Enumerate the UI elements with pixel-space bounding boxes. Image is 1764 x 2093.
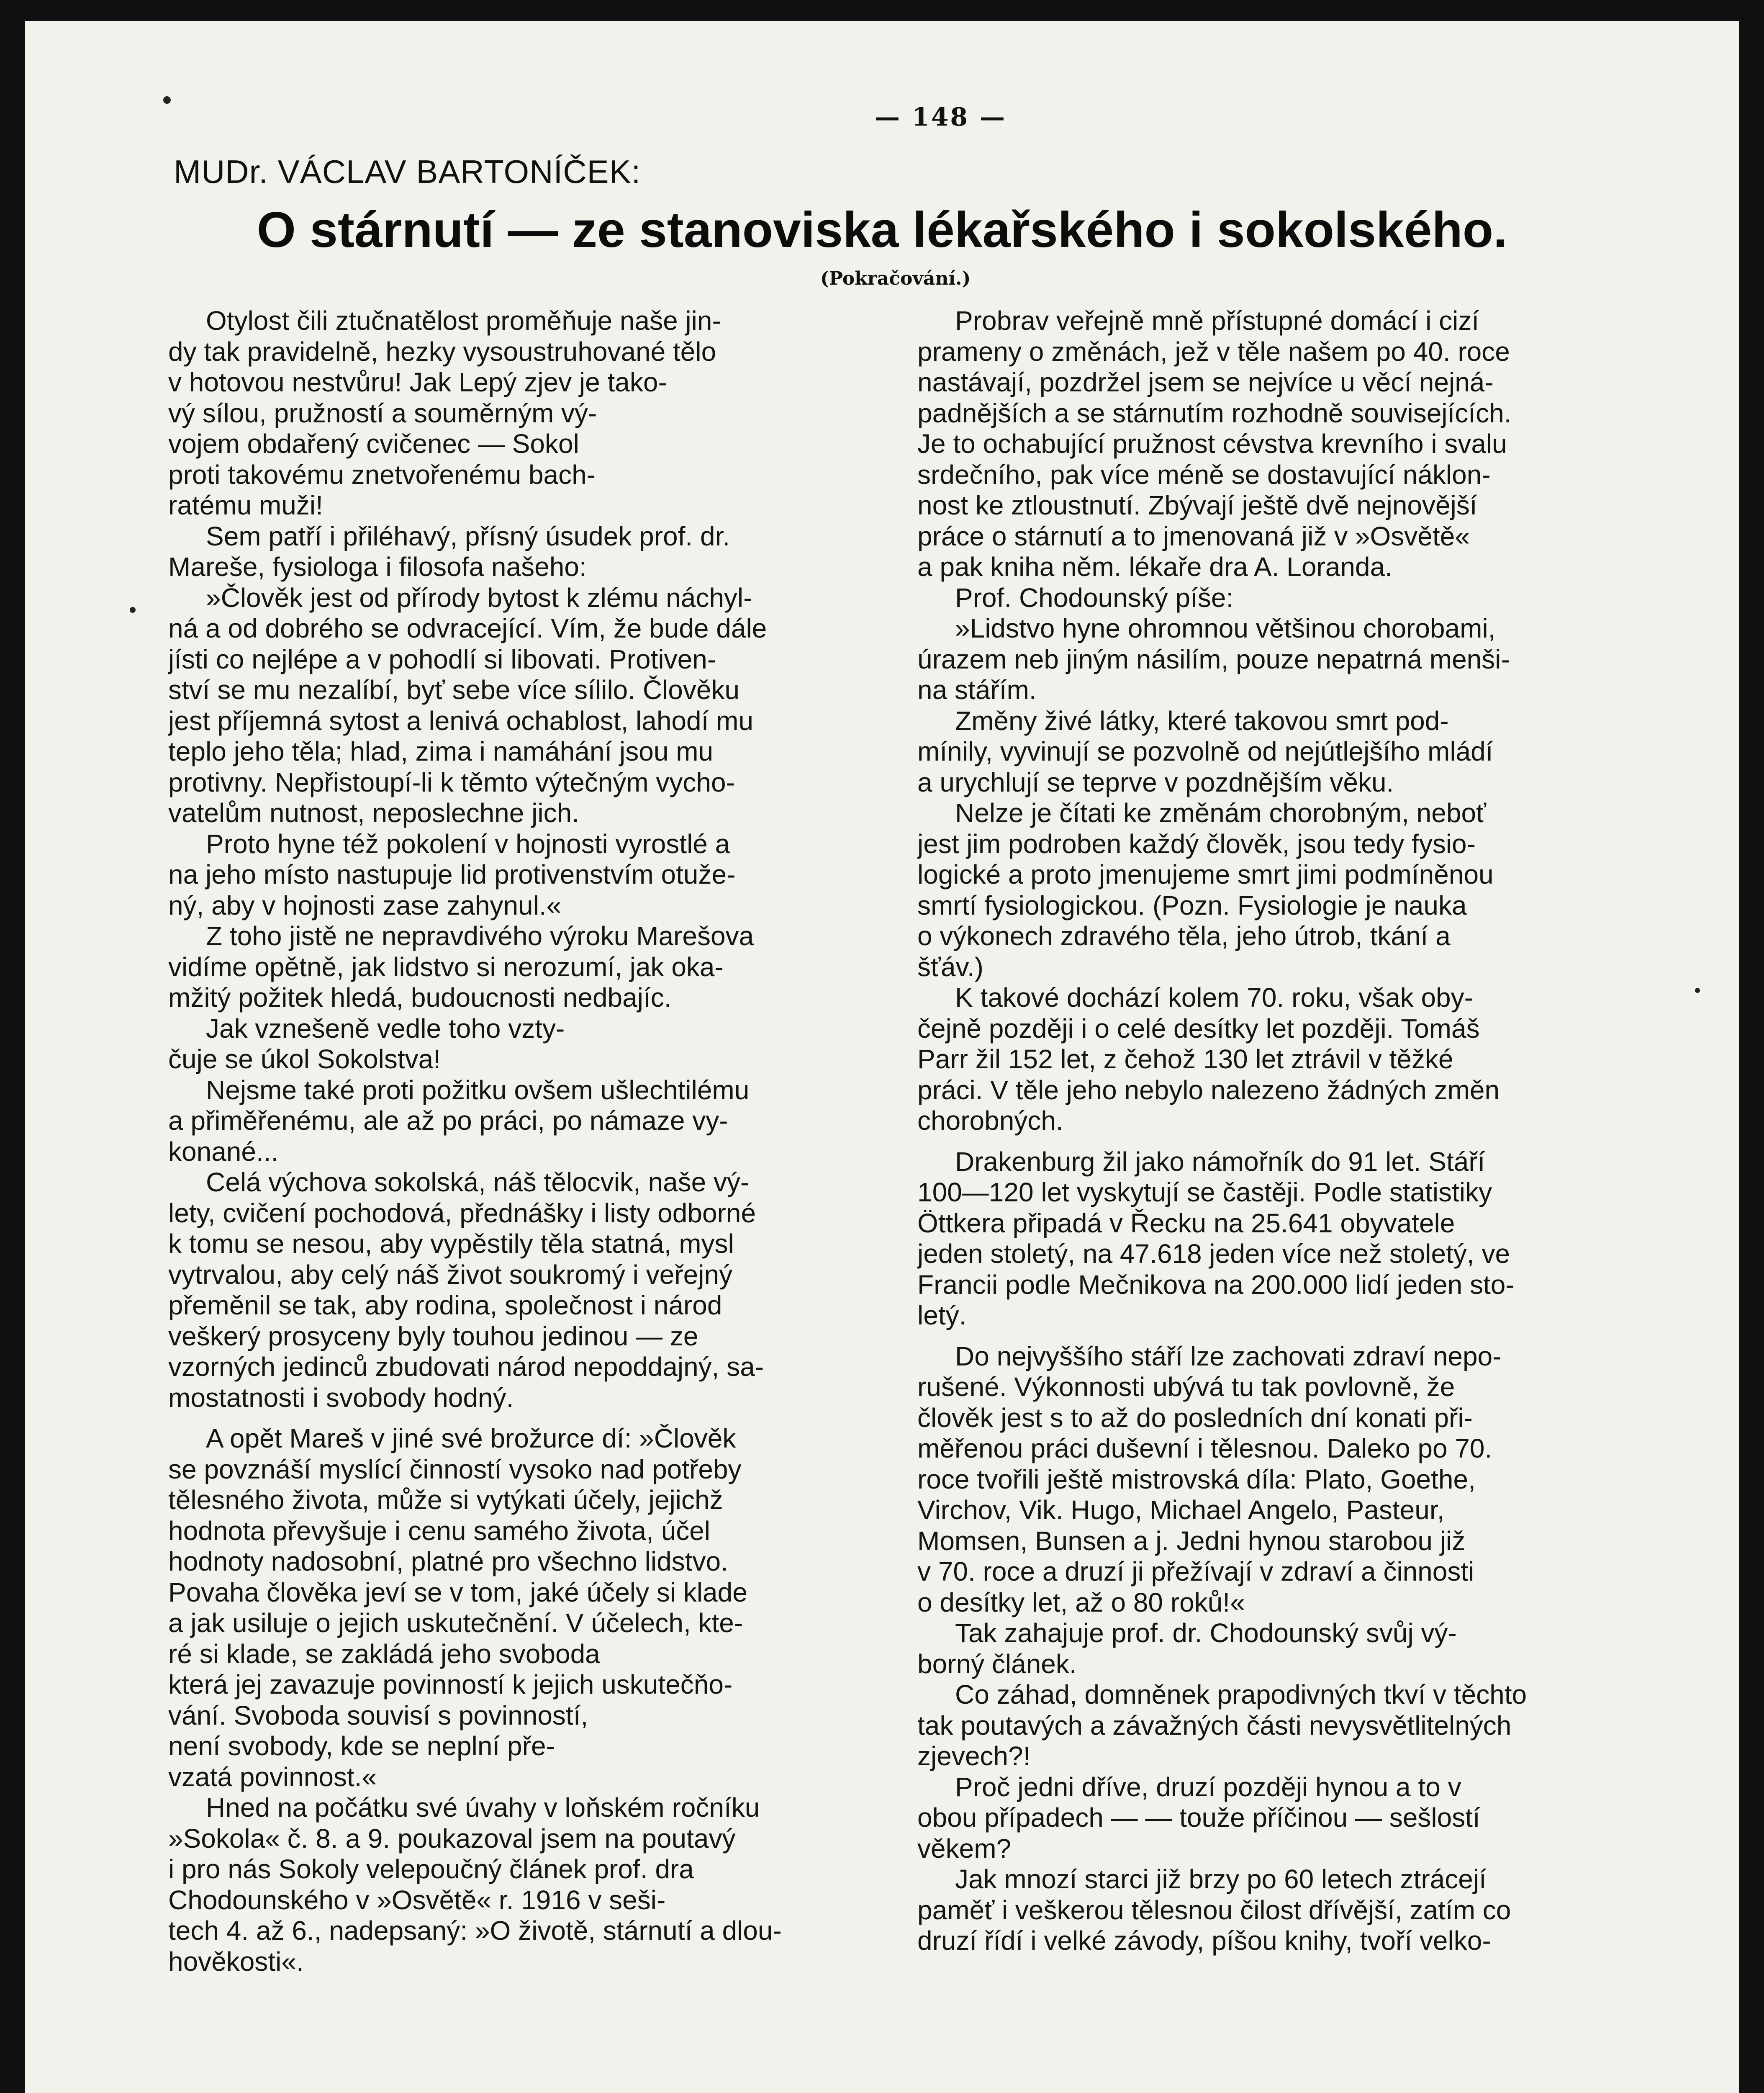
right-column-text-line: smrtí fysiologickou. (Pozn. Fysiologie je nauka: [917, 890, 1467, 921]
left-column-text-line: tělesného života, může si vytýkati účely, jejichž: [168, 1485, 723, 1515]
left-column-text-line: Jak vznešeně vedle toho vzty-: [206, 1013, 565, 1044]
right-column-text-line: obou případech — — touže příčinou — sešlostí: [917, 1802, 1480, 1833]
left-column-text-line: mostatnosti i svobody hodný.: [168, 1382, 514, 1413]
right-column-text-line: K takové dochází kolem 70. roku, však oby-: [955, 982, 1473, 1013]
left-column-text-line: lety, cvičení pochodová, přednášky i listy odborné: [168, 1198, 756, 1228]
left-column-text-line: není svobody, kde se neplní pře-: [168, 1731, 555, 1761]
left-column-text-line: vatelům nutnost, neposlechne jich.: [168, 798, 579, 828]
left-column-text-line: a jak usiluje o jejich uskutečnění. V účelech, kte-: [168, 1608, 743, 1638]
article-title: O stárnutí — ze stanoviska lékařského i sokolského.: [257, 202, 1507, 258]
page-speck: [163, 96, 171, 104]
left-column-text-line: Celá výchova sokolská, náš tělocvik, naše vý-: [206, 1167, 750, 1197]
right-text-column: [917, 306, 1629, 1957]
right-column-text-line: roce tvořili ještě mistrovská díla: Plato, Goethe,: [917, 1464, 1476, 1494]
left-column-text-line: vzatá povinnost.«: [168, 1761, 377, 1792]
left-column-text-line: Povaha člověka jeví se v tom, jaké účely si klade: [168, 1577, 747, 1607]
left-column-text-line: »Člověk jest od přírody bytost k zlému náchyl-: [206, 582, 752, 613]
left-column-text-line: která jej zavazuje povinností k jejich uskutečňo-: [168, 1669, 733, 1700]
left-column-text-line: Chodounského v »Osvětě« r. 1916 v seši-: [168, 1885, 666, 1915]
left-column-text-line: veškerý prosyceny byly touhou jedinou — ze: [168, 1321, 698, 1351]
right-column-text-line: Jak mnozí starci již brzy po 60 letech ztrácejí: [955, 1864, 1487, 1894]
page-speck: [130, 607, 136, 613]
right-column-text-line: nost ke ztloustnutí. Zbývají ještě dvě nejnovější: [917, 490, 1477, 520]
right-column-text-line: Nelze je čítati ke změnám chorobným, neboť: [955, 798, 1487, 828]
left-column-text-line: mžitý požitek hledá, budoucnosti nedbajíc.: [168, 982, 672, 1013]
right-column-text-line: Proč jedni dříve, druzí později hynou a to v: [955, 1772, 1461, 1802]
right-column-text-line: čejně později i o celé desítky let později. Tomáš: [917, 1013, 1480, 1044]
right-column-text-line: letý.: [917, 1300, 967, 1330]
right-column-text-line: Je to ochabující pružnost cévstva krevního i svalu: [917, 429, 1507, 459]
right-column-text-line: paměť i veškerou tělesnou čilost dřívější, zatím co: [917, 1895, 1511, 1925]
right-column-text-line: mínily, vyvinují se pozvolně od nejútlejšího mládí: [917, 736, 1493, 766]
left-column-text-line: hodnoty nadosobní, platné pro všechno lidstvo.: [168, 1546, 728, 1576]
right-column-text-line: Probrav veřejně mně přístupné domácí i cizí: [955, 306, 1479, 336]
right-column-text-line: Co záhad, domněnek prapodivných tkví v těchto: [955, 1679, 1527, 1710]
right-column-text-line: druzí řídí i velké závody, píšou knihy, tvoří velko-: [917, 1926, 1491, 1956]
article-author: MUDr. VÁCLAV BARTONÍČEK:: [174, 153, 641, 190]
left-text-column: [168, 306, 880, 1977]
right-column-text-line: tak poutavých a závažných části nevysvětlitelných: [917, 1710, 1512, 1741]
left-column-text-line: vojem obdařený cvičenec — Sokol: [168, 429, 579, 459]
left-column-text-line: a přiměřenému, ale až po práci, po námaze vy-: [168, 1106, 728, 1136]
right-column-text-line: Prof. Chodounský píše:: [955, 582, 1234, 613]
right-column-text-line: práci. V těle jeho nebylo nalezeno žádných změn: [917, 1075, 1500, 1105]
right-column-text-line: Momsen, Bunsen a j. Jedni hynou starobou již: [917, 1525, 1466, 1556]
right-column-text-line: věkem?: [917, 1833, 1012, 1864]
right-column-text-line: o výkonech zdravého těla, jeho útrob, tkání a: [917, 921, 1451, 951]
right-column-text-line: 100—120 let vyskytují se častěji. Podle statistiky: [917, 1177, 1492, 1207]
left-column-text-line: vidíme opětně, jak lidstvo si nerozumí, jak oka-: [168, 951, 724, 982]
left-column-text-line: konané...: [168, 1136, 279, 1167]
left-column-text-line: i pro nás Sokoly velepoučný článek prof. dra: [168, 1854, 694, 1884]
right-column-text-line: Virchov, Vik. Hugo, Michael Angelo, Pasteur,: [917, 1495, 1445, 1525]
left-column-text-line: vytrvalou, aby celý náš život soukromý i veřejný: [168, 1259, 733, 1290]
left-column-text-line: v hotovou nestvůru! Jak Lepý zjev je tako-: [168, 367, 667, 397]
left-column-text-line: Sem patří i přiléhavý, přísný úsudek prof. dr.: [206, 521, 730, 551]
paragraph-gap: [917, 1136, 1629, 1147]
left-column-text-line: ná a od dobrého se odvracející. Vím, že bude dále: [168, 613, 767, 643]
left-column-text-line: A opět Mareš v jiné své brožurce dí: »Člověk: [206, 1423, 736, 1453]
left-column-text-line: hověkosti«.: [168, 1946, 304, 1977]
right-column-text-line: logické a proto jmenujeme smrt jimi podmíněnou: [917, 859, 1494, 890]
right-column-text-line: zjevech?!: [917, 1741, 1031, 1771]
right-column-text-line: rušené. Výkonnosti ubývá tu tak povlovně, že: [917, 1372, 1455, 1402]
left-column-text-line: dy tak pravidelně, hezky vysoustruhované tělo: [168, 336, 716, 367]
right-column-text-line: o desítky let, až o 80 roků!«: [917, 1587, 1245, 1617]
left-column-text-line: Z toho jistě ne nepravdivého výroku Marešova: [206, 921, 754, 951]
right-column-text-line: v 70. roce a druzí ji přežívají v zdraví a činnosti: [917, 1556, 1474, 1586]
left-column-text-line: jísti co nejlépe a v pohodlí si libovati. Protiven-: [168, 644, 716, 674]
left-column-text-line: Mareše, fysiologa i filosofa našeho:: [168, 552, 587, 582]
scanned-page: [25, 21, 1739, 2093]
paragraph-gap: [168, 1413, 880, 1423]
right-column-text-line: Öttkera připadá v Řecku na 25.641 obyvatele: [917, 1208, 1455, 1238]
right-column-text-line: jest jim podroben každý člověk, jsou tedy fysio-: [917, 828, 1476, 859]
left-column-text-line: vý sílou, pružností a souměrným vý-: [168, 398, 597, 428]
right-column-text-line: chorobných.: [917, 1106, 1063, 1136]
left-column-text-line: Proto hyne též pokolení v hojnosti vyrostlé a: [206, 828, 730, 859]
right-column-text-line: práce o stárnutí a to jmenovaná již v »Osvětě«: [917, 521, 1470, 551]
right-column-text-line: na stářím.: [917, 675, 1037, 705]
right-column-text-line: nastávají, pozdržel jsem se nejvíce u věcí nejná-: [917, 367, 1494, 397]
left-column-text-line: Otylost čili ztučnatělost proměňuje naše jin-: [206, 306, 721, 336]
right-column-text-line: »Lidstvo hyne ohromnou většinou chorobami,: [955, 613, 1496, 643]
right-column-text-line: a urychlují se teprve v pozdnějším věku.: [917, 767, 1394, 797]
left-column-text-line: hodnota převyšuje i cenu samého života, účel: [168, 1515, 710, 1546]
left-column-text-line: k tomu se nesou, aby vypěstily těla statná, mysl: [168, 1229, 734, 1259]
right-column-text-line: padnějších a se stárnutím rozhodně souvisejících.: [917, 398, 1512, 428]
right-column-text-line: a pak kniha něm. lékaře dra A. Loranda.: [917, 552, 1392, 582]
paragraph-gap: [917, 1331, 1629, 1341]
right-column-text-line: srdečního, pak více méně se dostavující náklon-: [917, 459, 1491, 490]
page-number: — 148 —: [875, 103, 1007, 132]
continued-note: (Pokračování.): [820, 268, 971, 289]
right-column-text-line: Parr žil 152 let, z čehož 130 let ztrávil v těžké: [917, 1044, 1453, 1074]
left-column-text-line: proti takovému znetvořenému bach-: [168, 459, 596, 490]
right-column-text-line: Změny živé látky, které takovou smrt pod-: [955, 705, 1449, 736]
left-column-text-line: ratému muži!: [168, 490, 323, 520]
right-column-text-line: člověk jest s to až do posledních dní konati při-: [917, 1402, 1473, 1433]
right-column-text-line: měřenou práci duševní i tělesnou. Daleko po 70.: [917, 1433, 1492, 1463]
right-column-text-line: úrazem neb jiným násilím, pouze nepatrná menši-: [917, 644, 1510, 674]
right-column-text-line: Do nejvyššího stáří lze zachovati zdraví nepo-: [955, 1341, 1502, 1371]
left-column-text-line: protivny. Nepřistoupí-li k těmto výtečným vycho-: [168, 767, 735, 797]
left-column-text-line: ré si klade, se zakládá jeho svoboda: [168, 1638, 600, 1669]
page-speck: [1695, 988, 1700, 993]
left-column-text-line: přeměnil se tak, aby rodina, společnost i národ: [168, 1290, 722, 1320]
left-column-text-line: se povznáší myslící činností vysoko nad potřeby: [168, 1454, 742, 1484]
right-column-text-line: borný článek.: [917, 1648, 1077, 1679]
right-column-text-line: Drakenburg žil jako námořník do 91 let. Stáří: [955, 1146, 1485, 1177]
left-column-text-line: ný, aby v hojnosti zase zahynul.«: [168, 890, 562, 921]
left-column-text-line: na jeho místo nastupuje lid protivenstvím otuže-: [168, 859, 736, 890]
right-column-text-line: Francii podle Mečnikova na 200.000 lidí jeden sto-: [917, 1269, 1515, 1300]
left-column-text-line: »Sokola« č. 8. a 9. poukazoval jsem na poutavý: [168, 1823, 736, 1854]
left-column-text-line: vzorných jedinců zbudovati národ nepoddajný, sa-: [168, 1352, 764, 1382]
right-column-text-line: prameny o změnách, jež v těle našem po 40. roce: [917, 336, 1510, 367]
left-column-text-line: čuje se úkol Sokolstva!: [168, 1044, 441, 1074]
left-column-text-line: teplo jeho těla; hlad, zima i namáhání jsou mu: [168, 736, 714, 766]
right-column-text-line: šťáv.): [917, 951, 983, 982]
left-column-text-line: Nejsme také proti požitku ovšem ušlechtilému: [206, 1075, 750, 1105]
left-column-text-line: Hned na počátku své úvahy v loňském ročníku: [206, 1792, 760, 1823]
right-column-text-line: jeden stoletý, na 47.618 jeden více než stoletý, ve: [917, 1239, 1510, 1269]
left-column-text-line: vání. Svoboda souvisí s povinností,: [168, 1700, 588, 1730]
left-column-text-line: ství se mu nezalíbí, byť sebe více sílilo. Člověku: [168, 675, 740, 705]
left-column-text-line: jest příjemná sytost a lenivá ochablost, lahodí mu: [168, 705, 754, 736]
right-column-text-line: Tak zahajuje prof. dr. Chodounský svůj vý-: [955, 1618, 1457, 1648]
left-column-text-line: tech 4. až 6., nadepsaný: »O životě, stárnutí a dlou-: [168, 1916, 782, 1946]
